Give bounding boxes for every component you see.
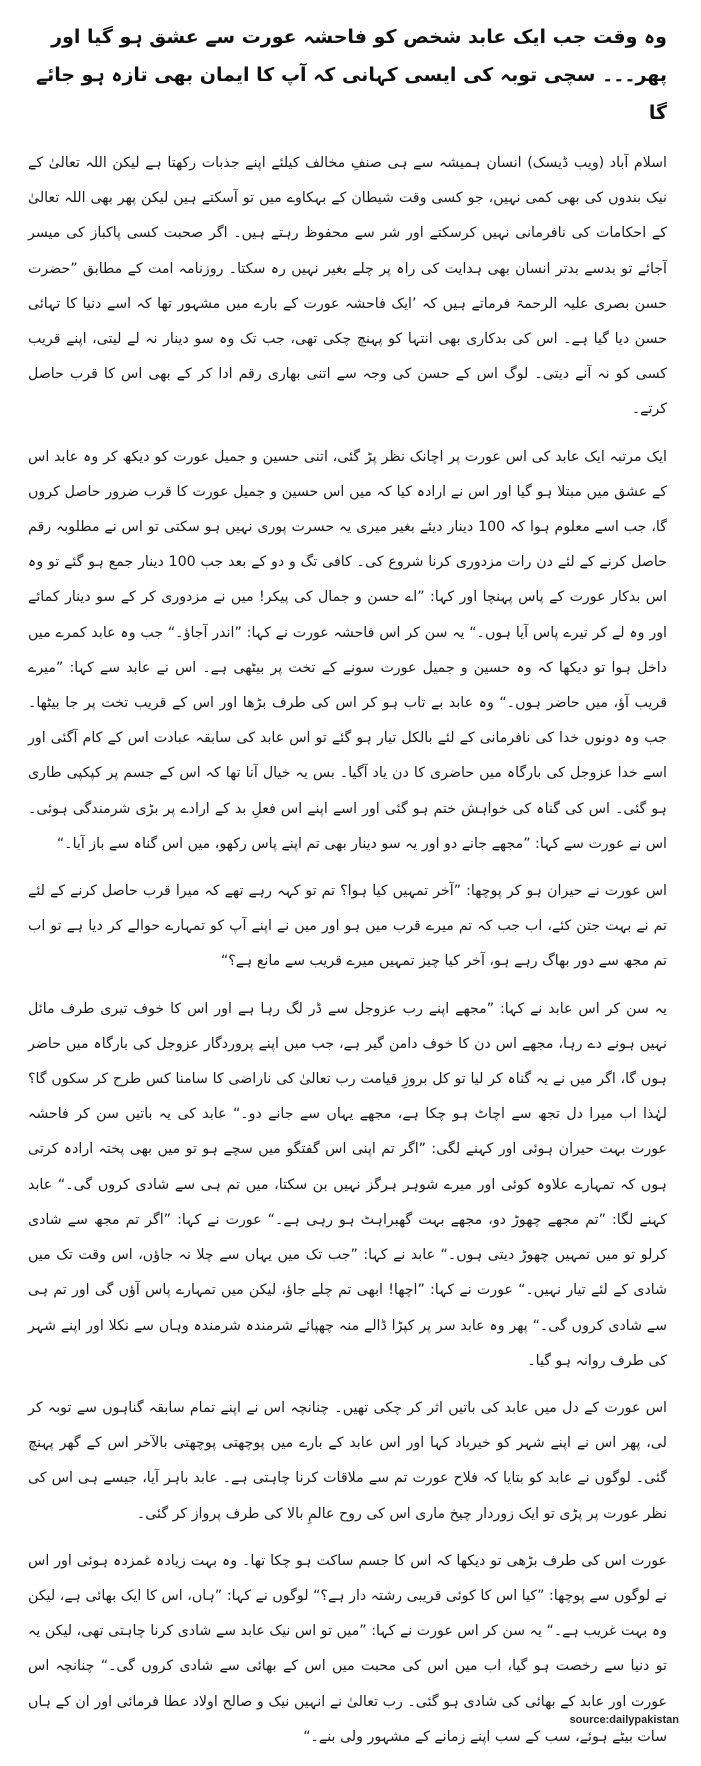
article-title: وہ وقت جب ایک عابد شخص کو فاحشہ عورت سے عشق ہو گیا اور پھر۔۔۔ سچی توبہ کی ایسی کہانی کہ آپ کا ایمان بھی تازہ ہو جائے گا: [35, 26, 667, 124]
article-paragraph: ایک مرتبہ ایک عابد کی اس عورت پر اچانک نظر پڑ گئی، اتنی حسین و جمیل عورت کو دیکھ کر وہ عابد اس کے عشق میں مبتلا ہو گیا اور اس نے ارادہ کیا کہ میں اس حسین و جمیل عورت کا قرب ضرور حاصل کروں گا، جب اسے معلوم ہوا کہ 100 دینار دیئے بغیر میری یہ حسرت پوری نہیں ہو سکتی تو اس نے مطلوبہ رقم حاصل کرنے کے لئے دن رات مزدوری کرنا شروع کی۔ کافی تگ و دو کے بعد جب 100 دینار جمع ہو گئے تو وہ اس بدکار عورت کے پاس پہنچا اور کہا: ”اے حسن و جمال کی پیکر! میں نے مزدوری کر کے سو دینار کمائے اور وہ لے کر تیرے پاس آیا ہوں۔“ یہ سن کر اس فاحشہ عورت نے کہا: ”اندر آجاؤ۔“ جب وہ عابد کمرے میں داخل ہوا تو دیکھا کہ وہ حسین و جمیل عورت سونے کے تخت پر بیٹھی ہے۔ اس نے عابد سے کہا: ”میرے قریب آؤ، میں حاضر ہوں۔“ وہ عابد بے تاب ہو کر اس کی طرف بڑھا اور اس کے قریب تخت پر جا بیٹھا۔ جب وہ دونوں خدا کی نافرمانی کے لئے بالکل تیار ہو گئے تو اس عابد کی سابقہ عبادت اس کے کام آگئی اور اسے خدا عزوجل کی بارگاہ میں حاضری کا دن یاد آگیا۔ بس یہ خیال آنا تھا کہ اس کے جسم پر کپکپی طاری ہو گئی۔ اس کی گناہ کی خواہش ختم ہو گئی اور اسے اپنے اس فعلِ بد کے ارادے پر بڑی شرمندگی ہوئی۔ اس نے عورت سے کہا: ”مجھے جانے دو اور یہ سو دینار بھی تم اپنے پاس رکھو، میں اس گناہ سے باز آیا۔“: [28, 448, 667, 852]
article-paragraph: اس عورت نے حیران ہو کر پوچھا: ”آخر تمہیں کیا ہوا؟ تم تو کہہ رہے تھے کہ میرا قرب حاصل کرنے کے لئے تم نے بہت جتن کئے، اب جب کہ تم میرے قرب میں ہو اور میں نے اپنے آپ کو تمہارے حوالے کر دیا ہے تو اب تم مجھ سے دور بھاگ رہے ہو، آخر کیا چیز تمہیں میرے قریب سے مانع ہے؟“: [28, 883, 667, 970]
source-credit: source:dailypakistan: [569, 1714, 679, 1726]
article-paragraph: اسلام آباد (ویب ڈیسک) انسان ہمیشہ سے ہی صنفِ مخالف کیلئے اپنے جذبات رکھتا ہے لیکن اللہ تعالیٰ کے نیک بندوں کی بھی کمی نہیں، جو کسی وقت شیطان کے بہکاوے میں تو آسکتے ہیں لیکن پھر بھی اللہ تعالیٰ کے احکامات کی نافرمانی نہیں کرسکتے اور شر سے محفوظ رہتے ہیں۔ اگر صحبت کسی پاکباز کی میسر آجائے تو بدسے بدتر انسان بھی ہدایت کی راہ پر چلے بغیر نہیں رہ سکتا۔ روزنامہ امت کے مطابق ”حضرت حسن بصری علیہ الرحمۃ فرماتے ہیں کہ ’ایک فاحشہ عورت کے بارے میں مشہور تھا کہ اسے دنیا کا تہائی حسن دیا گیا ہے۔ اس کی بدکاری بھی انتہا کو پہنچ چکی تھی، جب تک وہ سو دینار نہ لے لیتی، اپنے قریب کسی کو نہ آنے دیتی۔ لوگ اس کے حسن کی وجہ سے اتنی بھاری رقم ادا کر کے بھی اس کا قرب حاصل کرتے۔: [28, 155, 667, 418]
article-paragraph: یہ سن کر اس عابد نے کہا: ”مجھے اپنے رب عزوجل سے ڈر لگ رہا ہے اور اس کا خوف تیری طرف مائل نہیں ہونے دے رہا، مجھے اس دن کا خوف دامن گیر ہے، جب میں اپنے پروردگار عزوجل کی بارگاہ میں حاضر ہوں گا، اگر میں نے یہ گناہ کر لیا تو کل بروزِ قیامت رب تعالیٰ کی ناراضی کا سامنا کس طرح کر سکوں گا؟ لہٰذا اب میرا دل تجھ سے اچاٹ ہو چکا ہے، مجھے یہاں سے جانے دو۔“ عابد کی یہ باتیں سن کر فاحشہ عورت بہت حیران ہوئی اور کہنے لگی: ”اگر تم اپنی اس گفتگو میں سچے ہو تو میں بھی پختہ ارادہ کرتی ہوں کہ تمہارے علاوہ کوئی اور میرے شوہر ہرگز نہیں بن سکتا، میں تم ہی سے شادی کروں گی۔“ عابد کہنے لگا: ”تم مجھے چھوڑ دو، مجھے بہت گھبراہٹ ہو رہی ہے۔“ عورت نے کہا: ”اگر تم مجھ سے شادی کرلو تو میں تمہیں چھوڑ دیتی ہوں۔“ عابد نے کہا: ”جب تک میں یہاں سے چلا نہ جاؤں، اس وقت تک میں شادی کے لئے تیار نہیں۔“ عورت نے کہا: ”اچھا! ابھی تم چلے جاؤ، لیکن میں تمہارے پاس آؤں گی اور تم ہی سے شادی کروں گی۔“ پھر وہ عابد سر پر کپڑا ڈالے منہ چھپائے شرمندہ شرمندہ وہاں سے نکلا اور اپنے شہر کی طرف روانہ ہو گیا۔: [28, 1000, 667, 1369]
article-paragraph: عورت اس کی طرف بڑھی تو دیکھا کہ اس کا جسم ساکت ہو چکا تھا۔ وہ بہت زیادہ غمزدہ ہوئی اور اس نے لوگوں سے پوچھا: ”کیا اس کا کوئی قریبی رشتہ دار ہے؟“ لوگوں نے کہا: ”ہاں، اس کا ایک بھائی ہے، لیکن وہ بہت غریب ہے۔“ یہ سن کر اس عورت نے کہا: ”میں تو اس نیک عابد سے شادی کرنا چاہتی تھی، لیکن یہ تو دنیا سے رخصت ہو گیا، اب میں اس کی محبت میں اس کے بھائی سے شادی کروں گی۔“ چنانچہ اس عورت اور عابد کے بھائی کی شادی ہو گئی۔ رب تعالیٰ نے انہیں نیک و صالح اولاد عطا فرمائی اور ان کے ہاں سات بیٹے ہوئے، سب کے سب اپنے زمانے کے مشہور ولی بنے۔“: [28, 1552, 667, 1745]
article-paragraph: اس عورت کے دل میں عابد کی باتیں اثر کر چکی تھیں۔ چنانچہ اس نے اپنے تمام سابقہ گناہوں سے توبہ کر لی، پھر اس نے اپنے شہر کو خیرباد کہا اور اس عابد کے بارے میں پوچھتی پوچھتی بالآخر اس کے گھر پہنچ گئی۔ لوگوں نے عابد کو بتایا کہ فلاح عورت تم سے ملاقات کرنا چاہتی ہے۔ عابد باہر آیا، جیسے ہی اس کی نظر عورت پر پڑی تو ایک زوردار چیخ ماری اس کی روح عالمِ بالا کی طرف پرواز کر گئی۔: [28, 1399, 667, 1522]
